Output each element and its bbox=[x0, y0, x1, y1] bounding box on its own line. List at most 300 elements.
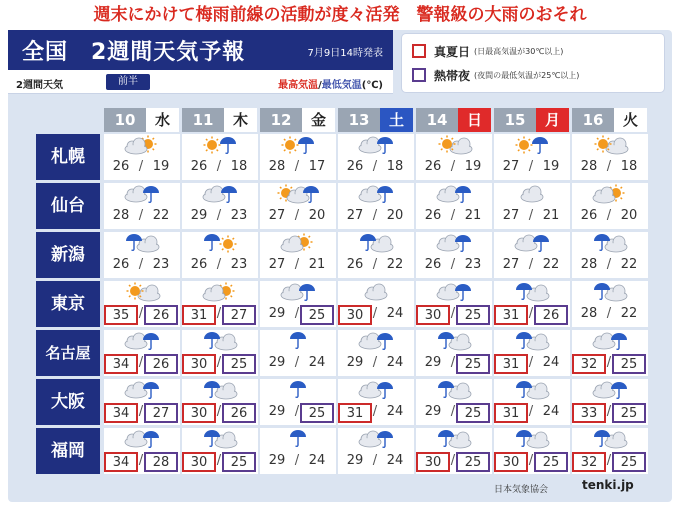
cloud-umbrella-icon bbox=[494, 233, 570, 255]
umbrella-cloud-icon bbox=[572, 233, 648, 255]
temp-separator: / bbox=[372, 306, 378, 321]
temperatures bbox=[416, 354, 492, 374]
city-label: 福岡 bbox=[36, 428, 100, 474]
cloud-sun-icon bbox=[182, 282, 258, 304]
low-temp-note: 最低気温 bbox=[321, 80, 362, 91]
cloud-icon bbox=[338, 282, 414, 304]
low-temp: 22 bbox=[542, 257, 560, 272]
high-temp: 30 bbox=[182, 403, 216, 423]
high-temp: 26 bbox=[580, 208, 598, 223]
high-temp: 28 bbox=[268, 159, 286, 174]
temperatures bbox=[416, 256, 492, 276]
temp-separator: / bbox=[294, 306, 300, 321]
forecast-cell bbox=[338, 428, 414, 474]
temp-separator: / bbox=[450, 159, 456, 174]
low-temp: 25 bbox=[222, 452, 256, 472]
cloud-umbrella-icon bbox=[338, 135, 414, 157]
umbrella-cloud-icon bbox=[182, 380, 258, 402]
forecast-cell bbox=[338, 379, 414, 425]
cloud-sun-icon bbox=[260, 233, 336, 255]
temp-separator: / bbox=[216, 306, 222, 321]
high-temp: 26 bbox=[424, 257, 442, 272]
high-temp: 26 bbox=[424, 208, 442, 223]
high-temp-note: 最高気温 bbox=[278, 80, 319, 91]
forecast-cell bbox=[104, 330, 180, 376]
umbrella-icon bbox=[260, 429, 336, 451]
low-temp: 23 bbox=[152, 257, 170, 272]
forecast-cell bbox=[338, 281, 414, 327]
day-weekday: 土 bbox=[380, 108, 413, 132]
cloud-umbrella-icon bbox=[338, 380, 414, 402]
forecast-cell bbox=[260, 281, 336, 327]
high-temp: 30 bbox=[182, 354, 216, 374]
low-temp: 23 bbox=[464, 257, 482, 272]
city-label: 仙台 bbox=[36, 183, 100, 229]
legend-desc: (日最高気温が30℃以上) bbox=[474, 46, 564, 56]
low-temp: 24 bbox=[542, 404, 560, 419]
high-temp: 30 bbox=[416, 452, 450, 472]
temperatures bbox=[338, 452, 414, 472]
temperatures bbox=[572, 403, 648, 423]
cloud-umbrella-icon bbox=[416, 233, 492, 255]
umbrella-cloud-icon bbox=[494, 282, 570, 304]
low-temp: 22 bbox=[386, 257, 404, 272]
cloud-umbrella-icon bbox=[260, 282, 336, 304]
forecast-cell bbox=[494, 428, 570, 474]
day-number: 11 bbox=[182, 108, 224, 132]
forecast-cell bbox=[182, 183, 258, 229]
temperatures bbox=[104, 207, 180, 227]
low-temp: 21 bbox=[464, 208, 482, 223]
temperatures bbox=[338, 158, 414, 178]
forecast-cell bbox=[572, 183, 648, 229]
temp-separator: / bbox=[216, 159, 222, 174]
city-label: 名古屋 bbox=[36, 330, 100, 376]
temp-separator: / bbox=[138, 355, 144, 370]
cloud-umbrella-icon bbox=[416, 184, 492, 206]
low-temp: 18 bbox=[386, 159, 404, 174]
day-header bbox=[494, 108, 569, 132]
legend-item-tropical-night bbox=[412, 66, 579, 84]
forecast-cell bbox=[494, 281, 570, 327]
temperatures bbox=[104, 354, 180, 374]
low-temp: 22 bbox=[620, 306, 638, 321]
forecast-cell bbox=[572, 281, 648, 327]
cloud-umbrella-icon bbox=[338, 429, 414, 451]
temperatures bbox=[182, 354, 258, 374]
forecast-cell bbox=[182, 134, 258, 180]
temp-separator: / bbox=[528, 257, 534, 272]
forecast-cell bbox=[260, 379, 336, 425]
high-temp: 28 bbox=[580, 159, 598, 174]
temperatures bbox=[572, 354, 648, 374]
day-number: 10 bbox=[104, 108, 146, 132]
low-temp: 20 bbox=[308, 208, 326, 223]
high-temp: 27 bbox=[268, 257, 286, 272]
cloud-umbrella-icon bbox=[338, 184, 414, 206]
umbrella-cloud-icon bbox=[338, 233, 414, 255]
low-temp: 19 bbox=[152, 159, 170, 174]
high-temp: 30 bbox=[338, 305, 372, 325]
cloud-sun-icon bbox=[104, 135, 180, 157]
high-temp: 34 bbox=[104, 452, 138, 472]
low-temp: 26 bbox=[144, 305, 178, 325]
day-header bbox=[104, 108, 179, 132]
high-temp: 29 bbox=[268, 355, 286, 370]
temp-separator: / bbox=[528, 208, 534, 223]
high-temp: 34 bbox=[104, 354, 138, 374]
forecast-cell bbox=[494, 232, 570, 278]
temperatures bbox=[104, 256, 180, 276]
credit: 日本気象協会 bbox=[494, 485, 549, 495]
temperatures bbox=[182, 256, 258, 276]
umbrella-cloud-icon bbox=[494, 331, 570, 353]
umbrella-cloud-icon bbox=[182, 331, 258, 353]
temp-separator: / bbox=[372, 404, 378, 419]
high-temp: 26 bbox=[346, 159, 364, 174]
temperatures bbox=[104, 403, 180, 423]
temp-separator: / bbox=[138, 159, 144, 174]
day-weekday: 火 bbox=[614, 108, 647, 132]
forecast-cell bbox=[104, 232, 180, 278]
forecast-cell bbox=[338, 134, 414, 180]
temperatures bbox=[494, 403, 570, 423]
temp-separator: / bbox=[606, 306, 612, 321]
sun-cloud-icon bbox=[572, 135, 648, 157]
sun-cloud-icon bbox=[104, 282, 180, 304]
high-temp: 32 bbox=[572, 452, 606, 472]
day-weekday: 日 bbox=[458, 108, 491, 132]
cloud-umbrella-icon bbox=[104, 380, 180, 402]
temp-separator: / bbox=[138, 404, 144, 419]
forecast-cell bbox=[260, 232, 336, 278]
temp-separator: / bbox=[606, 257, 612, 272]
umbrella-cloud-icon bbox=[572, 429, 648, 451]
low-temp: 22 bbox=[620, 257, 638, 272]
cloud-umbrella-icon bbox=[104, 184, 180, 206]
forecast-cell bbox=[494, 330, 570, 376]
umbrella-cloud-icon bbox=[182, 429, 258, 451]
high-temp: 27 bbox=[502, 159, 520, 174]
legend bbox=[402, 34, 664, 92]
forecast-cell bbox=[104, 134, 180, 180]
umbrella-sun-icon bbox=[182, 233, 258, 255]
forecast-cell bbox=[416, 379, 492, 425]
forecast-cell bbox=[494, 134, 570, 180]
day-header bbox=[416, 108, 491, 132]
temp-separator: / bbox=[372, 208, 378, 223]
forecast-cell bbox=[182, 428, 258, 474]
temp-separator: / bbox=[528, 355, 534, 370]
forecast-cell bbox=[572, 330, 648, 376]
temperatures bbox=[104, 305, 180, 325]
umbrella-cloud-icon bbox=[572, 282, 648, 304]
temperatures bbox=[338, 403, 414, 423]
temp-separator: / bbox=[138, 453, 144, 468]
day-header bbox=[338, 108, 413, 132]
low-temp: 25 bbox=[222, 354, 256, 374]
day-number: 12 bbox=[260, 108, 302, 132]
legend-swatch-red bbox=[412, 44, 426, 58]
day-weekday: 木 bbox=[224, 108, 257, 132]
temp-separator: / bbox=[606, 355, 612, 370]
city-label: 新潟 bbox=[36, 232, 100, 278]
forecast-cell bbox=[104, 379, 180, 425]
low-temp: 23 bbox=[230, 257, 248, 272]
low-temp: 25 bbox=[300, 403, 334, 423]
forecast-cell bbox=[416, 330, 492, 376]
temperatures bbox=[572, 452, 648, 472]
temperatures bbox=[338, 256, 414, 276]
cloud-icon bbox=[494, 184, 570, 206]
temperatures bbox=[104, 158, 180, 178]
temp-separator: / bbox=[216, 355, 222, 370]
temperatures bbox=[182, 403, 258, 423]
low-temp: 25 bbox=[456, 354, 490, 374]
temp-separator: / bbox=[450, 453, 456, 468]
cloud-umbrella-icon bbox=[338, 331, 414, 353]
day-weekday: 水 bbox=[146, 108, 179, 132]
high-temp: 28 bbox=[580, 257, 598, 272]
temp-separator: / bbox=[294, 208, 300, 223]
city-label: 東京 bbox=[36, 281, 100, 327]
legend-swatch-purple bbox=[412, 68, 426, 82]
forecast-cell bbox=[104, 183, 180, 229]
brand-logo: tenki.jp bbox=[582, 478, 634, 492]
temp-separator: / bbox=[606, 159, 612, 174]
sun-umbrella-icon bbox=[182, 135, 258, 157]
low-temp: 25 bbox=[300, 305, 334, 325]
forecast-cell bbox=[416, 428, 492, 474]
high-temp: 29 bbox=[346, 355, 364, 370]
temp-separator: / bbox=[450, 208, 456, 223]
forecast-cell bbox=[338, 183, 414, 229]
forecast-cell bbox=[494, 183, 570, 229]
forecast-cell bbox=[338, 232, 414, 278]
title-bar bbox=[8, 30, 393, 70]
forecast-cell bbox=[260, 134, 336, 180]
high-temp: 31 bbox=[182, 305, 216, 325]
temp-separator: / bbox=[372, 257, 378, 272]
day-weekday: 金 bbox=[302, 108, 335, 132]
sun-umbrella-icon bbox=[494, 135, 570, 157]
umbrella-cloud-icon bbox=[416, 429, 492, 451]
period-tag: 前半 bbox=[106, 74, 150, 90]
forecast-cell bbox=[416, 183, 492, 229]
forecast-cell bbox=[104, 281, 180, 327]
umbrella-cloud-icon bbox=[494, 380, 570, 402]
temperatures bbox=[572, 256, 648, 276]
temperatures bbox=[416, 403, 492, 423]
low-temp: 26 bbox=[222, 403, 256, 423]
cloud-umbrella-icon bbox=[182, 184, 258, 206]
day-header bbox=[572, 108, 647, 132]
forecast-cell bbox=[182, 232, 258, 278]
temperatures bbox=[416, 305, 492, 325]
temp-separator: / bbox=[294, 355, 300, 370]
low-temp: 24 bbox=[308, 453, 326, 468]
cloud-umbrella-icon bbox=[104, 429, 180, 451]
high-temp: 27 bbox=[268, 208, 286, 223]
low-temp: 24 bbox=[386, 355, 404, 370]
forecast-cell bbox=[260, 183, 336, 229]
high-temp: 34 bbox=[104, 403, 138, 423]
cloud-umbrella-icon bbox=[104, 331, 180, 353]
temp-separator: / bbox=[216, 453, 222, 468]
low-temp: 18 bbox=[230, 159, 248, 174]
sun-cloud-icon bbox=[416, 135, 492, 157]
low-temp: 25 bbox=[534, 452, 568, 472]
forecast-cell bbox=[260, 330, 336, 376]
high-temp: 29 bbox=[268, 453, 286, 468]
low-temp: 24 bbox=[386, 306, 404, 321]
cloud-sun-icon bbox=[572, 184, 648, 206]
low-temp: 24 bbox=[308, 355, 326, 370]
high-temp: 29 bbox=[346, 453, 364, 468]
sun-umbrella-icon bbox=[260, 135, 336, 157]
cloud-umbrella-icon bbox=[572, 331, 648, 353]
legend-item-hot-day bbox=[412, 42, 563, 60]
low-temp: 18 bbox=[620, 159, 638, 174]
forecast-cell bbox=[182, 281, 258, 327]
temperatures bbox=[494, 354, 570, 374]
temp-separator: / bbox=[372, 453, 378, 468]
high-temp: 30 bbox=[416, 305, 450, 325]
high-temp: 27 bbox=[346, 208, 364, 223]
low-temp: 24 bbox=[386, 404, 404, 419]
forecast-cell bbox=[494, 379, 570, 425]
temp-separator: / bbox=[294, 453, 300, 468]
umbrella-cloud-icon bbox=[416, 380, 492, 402]
day-number: 14 bbox=[416, 108, 458, 132]
temp-separator: / bbox=[138, 257, 144, 272]
high-temp: 28 bbox=[580, 306, 598, 321]
day-number: 16 bbox=[572, 108, 614, 132]
low-temp: 24 bbox=[542, 355, 560, 370]
high-temp: 27 bbox=[502, 208, 520, 223]
temp-separator: / bbox=[372, 355, 378, 370]
low-temp: 20 bbox=[386, 208, 404, 223]
temp-separator: / bbox=[450, 257, 456, 272]
temperatures bbox=[572, 305, 648, 325]
temperatures bbox=[182, 305, 258, 325]
temp-separator: / bbox=[372, 159, 378, 174]
forecast-cell bbox=[572, 232, 648, 278]
high-temp: 27 bbox=[502, 257, 520, 272]
city-label: 札幌 bbox=[36, 134, 100, 180]
day-number: 15 bbox=[494, 108, 536, 132]
temp-separator: / bbox=[528, 453, 534, 468]
forecast-cell bbox=[338, 330, 414, 376]
temperatures bbox=[182, 158, 258, 178]
high-temp: 31 bbox=[494, 403, 528, 423]
sub-label: 2週間天気 bbox=[16, 80, 63, 91]
high-temp: 33 bbox=[572, 403, 606, 423]
temp-separator: / bbox=[606, 453, 612, 468]
high-temp: 30 bbox=[494, 452, 528, 472]
temp-separator: / bbox=[138, 208, 144, 223]
temperatures bbox=[260, 354, 336, 374]
high-temp: 26 bbox=[112, 159, 130, 174]
high-temp: 29 bbox=[190, 208, 208, 223]
umbrella-icon bbox=[260, 331, 336, 353]
temp-separator: / bbox=[138, 306, 144, 321]
forecast-cell bbox=[416, 134, 492, 180]
high-temp: 29 bbox=[268, 404, 286, 419]
high-temp: 26 bbox=[112, 257, 130, 272]
temperatures bbox=[494, 256, 570, 276]
temperatures bbox=[494, 207, 570, 227]
temperatures bbox=[416, 452, 492, 472]
forecast-cell bbox=[260, 428, 336, 474]
temperatures bbox=[260, 452, 336, 472]
high-temp: 29 bbox=[268, 306, 286, 321]
temp-separator: / bbox=[294, 159, 300, 174]
low-temp: 25 bbox=[456, 403, 490, 423]
temperatures bbox=[104, 452, 180, 472]
cloud-umbrella-icon bbox=[572, 380, 648, 402]
low-temp: 26 bbox=[534, 305, 568, 325]
low-temp: 19 bbox=[464, 159, 482, 174]
day-header bbox=[182, 108, 257, 132]
temperatures bbox=[494, 452, 570, 472]
city-label: 大阪 bbox=[36, 379, 100, 425]
low-temp: 25 bbox=[612, 403, 646, 423]
temperatures bbox=[338, 207, 414, 227]
high-temp: 29 bbox=[424, 355, 442, 370]
high-temp: 26 bbox=[190, 257, 208, 272]
temperatures bbox=[338, 305, 414, 325]
legend-name: 熱帯夜 bbox=[434, 68, 471, 83]
high-temp: 30 bbox=[182, 452, 216, 472]
temp-separator: / bbox=[606, 404, 612, 419]
cloud-umbrella-icon bbox=[416, 282, 492, 304]
legend-desc: (夜間の最低気温が25℃以上) bbox=[474, 70, 580, 80]
high-temp: 32 bbox=[572, 354, 606, 374]
temp-separator: / bbox=[216, 404, 222, 419]
temp-separator: / bbox=[450, 355, 456, 370]
temperatures bbox=[416, 158, 492, 178]
forecast-cell bbox=[572, 379, 648, 425]
temp-separator: / bbox=[528, 306, 534, 321]
temperatures bbox=[260, 305, 336, 325]
umbrella-cloud-icon bbox=[416, 331, 492, 353]
temperatures bbox=[494, 305, 570, 325]
low-temp: 21 bbox=[542, 208, 560, 223]
temp-separator: / bbox=[216, 208, 222, 223]
forecast-cell bbox=[572, 134, 648, 180]
low-temp: 24 bbox=[386, 453, 404, 468]
low-temp: 28 bbox=[144, 452, 178, 472]
low-temp: 25 bbox=[456, 452, 490, 472]
temperatures bbox=[182, 452, 258, 472]
temperatures bbox=[416, 207, 492, 227]
sun-cloud-umbrella-icon bbox=[260, 184, 336, 206]
temp-separator: / bbox=[216, 257, 222, 272]
high-temp: 35 bbox=[104, 305, 138, 325]
day-weekday: 月 bbox=[536, 108, 569, 132]
umbrella-cloud-icon bbox=[494, 429, 570, 451]
temperatures bbox=[182, 207, 258, 227]
low-temp: 21 bbox=[308, 257, 326, 272]
sub-bar bbox=[8, 70, 393, 94]
forecast-cell bbox=[104, 428, 180, 474]
legend-name: 真夏日 bbox=[434, 44, 471, 59]
high-temp: 26 bbox=[346, 257, 364, 272]
temperatures bbox=[572, 158, 648, 178]
temp-separator: / bbox=[450, 404, 456, 419]
temperatures bbox=[260, 158, 336, 178]
